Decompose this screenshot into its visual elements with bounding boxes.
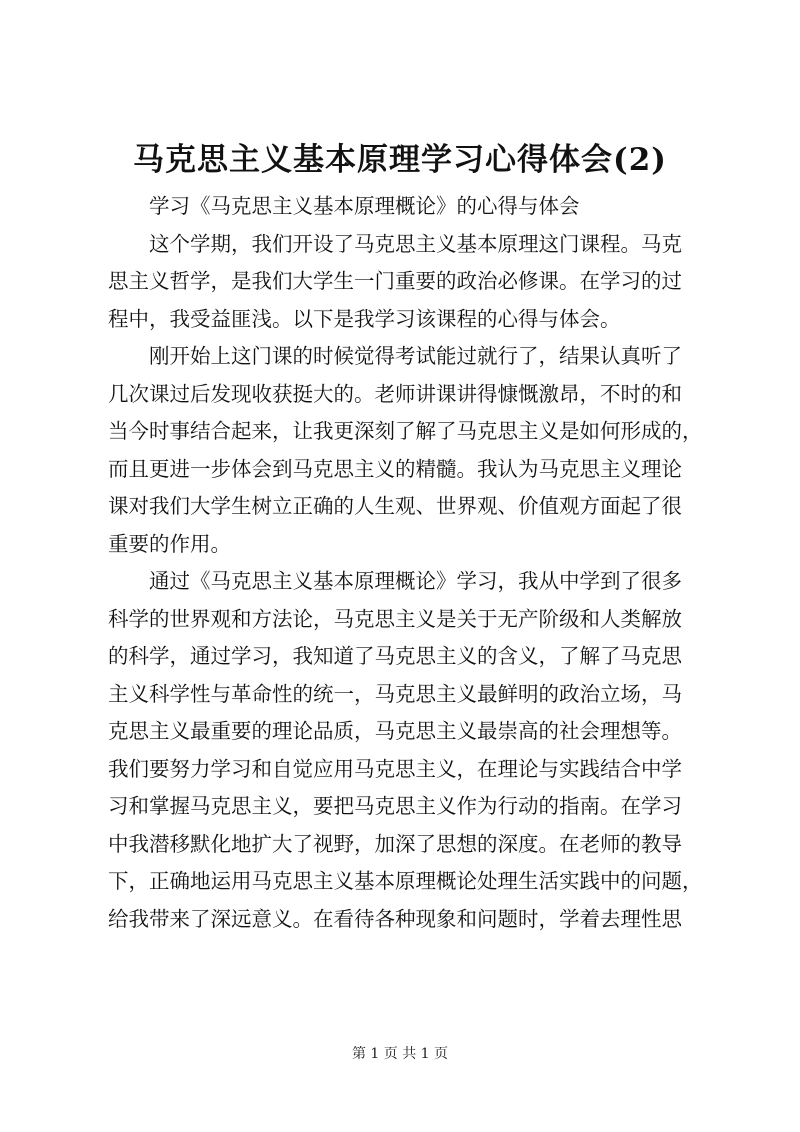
paragraph-line: 程中，我受益匪浅。以下是我学习该课程的心得与体会。 <box>108 306 621 331</box>
paragraph-line: 刚开始上这门课的时候觉得考试能过就行了，结果认真听了 <box>149 344 682 368</box>
paragraph-2 <box>108 338 712 563</box>
paragraph-line: 通过《马克思主义基本原理概论》学习，我从中学到了很多 <box>149 569 682 593</box>
paragraph-1 <box>108 226 712 339</box>
paragraph-line: 下，正确地运用马克思主义基本原理概论处理生活实践中的问题， <box>108 869 703 893</box>
paragraph-line: 重要的作用。 <box>108 531 231 556</box>
paragraph-line: 的科学，通过学习，我知道了马克思主义的含义，了解了马克思 <box>108 644 682 668</box>
document-title: 马克思主义基本原理学习心得体会(2) <box>133 142 667 178</box>
paragraph-line: 我们要努力学习和自觉应用马克思主义，在理论与实践结合中学 <box>108 756 682 781</box>
paragraph-line: 主义科学性与革命性的统一，马克思主义最鲜明的政治立场，马 <box>108 681 682 706</box>
paragraph-line: 当今时事结合起来，让我更深刻了解了马克思主义是如何形成的， <box>108 419 703 443</box>
paragraph-3 <box>108 563 712 938</box>
paragraph-line: 思主义哲学，是我们大学生一门重要的政治必修课。在学习的过 <box>108 269 682 293</box>
paragraph-line: 这个学期，我们开设了马克思主义基本原理这门课程。马克 <box>149 231 682 256</box>
paragraph-line: 科学的世界观和方法论，马克思主义是关于无产阶级和人类解放 <box>108 606 682 631</box>
paragraph-line: 几次课过后发现收获挺大的。老师讲课讲得慷慨激昂，不时的和 <box>108 381 682 406</box>
document-body <box>108 188 712 938</box>
paragraph-line: 课对我们大学生树立正确的人生观、世界观、价值观方面起了很 <box>108 494 682 518</box>
document-subtitle: 学习《马克思主义基本原理概论》的心得与体会 <box>149 194 580 218</box>
paragraph-line: 克思主义最重要的理论品质，马克思主义最崇高的社会理想等。 <box>108 719 682 743</box>
paragraph-line: 给我带来了深远意义。在看待各种现象和问题时，学着去理性思 <box>108 906 682 931</box>
paragraph-line: 习和掌握马克思主义，要把马克思主义作为行动的指南。在学习 <box>108 794 682 818</box>
page-footer: 第 1 页 共 1 页 <box>351 1046 449 1062</box>
paragraph-line: 而且更进一步体会到马克思主义的精髓。我认为马克思主义理论 <box>108 456 682 481</box>
paragraph-line: 中我潜移默化地扩大了视野，加深了思想的深度。在老师的教导 <box>108 831 682 856</box>
